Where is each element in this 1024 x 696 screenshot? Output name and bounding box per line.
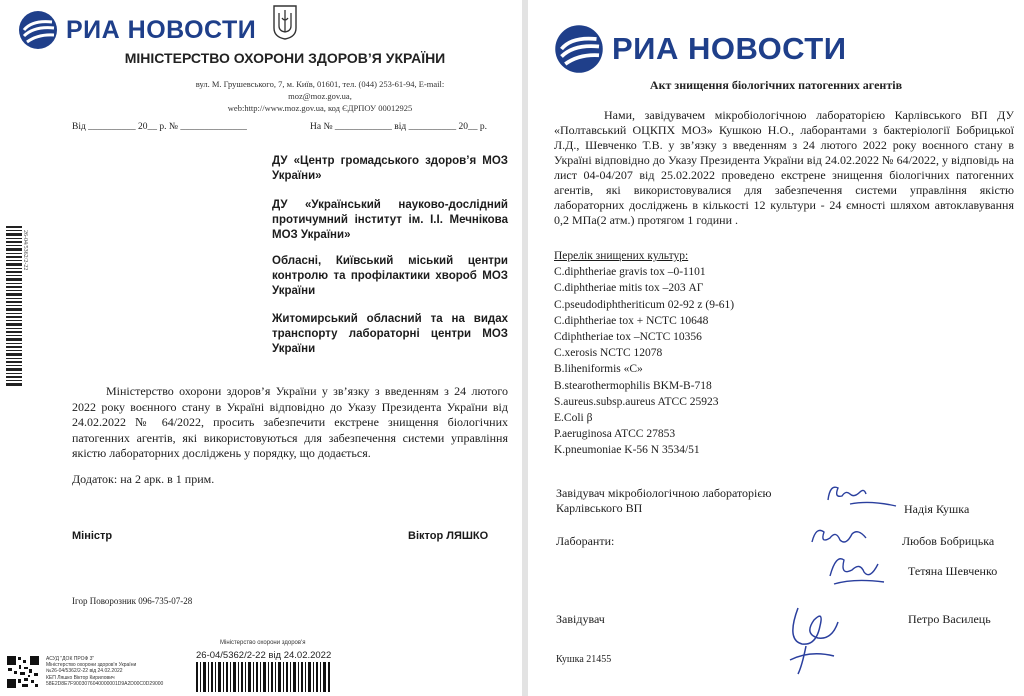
culture-item: C.diphtheriae mitis tox –203 АГ (554, 282, 704, 295)
culture-list (554, 248, 734, 459)
recipient-1: ДУ «Центр громадського здоров’я МОЗ України» (272, 155, 508, 182)
lab-name-1: Любов Бобрицька (902, 534, 995, 548)
culture-item: C.xerosis NCTC 12078 (554, 347, 663, 360)
head-signature (820, 480, 900, 516)
ria-globe-icon (554, 24, 604, 74)
stamp-line: №26-04/5362/2-22 від 24.02.2022 (46, 668, 123, 675)
attachment-note: Додаток: на 2 арк. в 1 прим. (72, 472, 215, 486)
culture-item: C.diphtheriae tox + NCTC 10648 (554, 314, 709, 327)
manager-label: Завідувач (556, 612, 605, 626)
incoming-registration: На № ____________ від __________ 20__ р. (310, 122, 487, 132)
signer-name: Віктор ЛЯШКО (408, 530, 489, 542)
ria-logo-text: РИА НОВОСТИ (612, 31, 847, 66)
culture-item: Cdiphtheriae tox –NCTC 10356 (554, 331, 702, 344)
ria-logo (554, 24, 847, 74)
head-label-line: Карлівського ВП (556, 501, 643, 515)
letter-body: Міністерство охорони здоров’я України у зв’язку з введенням з 24 лютого 2022 року воєнного стану в Україні відповідно до Указу Президента України від 24.02.2022 № 64/2022, просить забезпечити екстрене знищення біологічних патогенних агентів, які використовуються для забезпечення системи управління якістю лабораторних досліджень у порядку, що додається. (72, 384, 508, 460)
stamp-line: КЕП Ляшко Віктор Кирилович (46, 674, 115, 681)
digital-stamp-text (46, 656, 163, 687)
head-label-line: Завідувач мікробіологічною лабораторією (556, 486, 772, 500)
culture-item: P.aeruginosa ATCC 27853 (554, 428, 676, 441)
side-barcode (6, 226, 22, 386)
recipient-3: Обласні, Київський міський центри контролю та профілактики хвороб МОЗ України (272, 255, 508, 297)
act-footer-id: Кушка 21455 (556, 654, 612, 665)
ministry-title: МІНІСТЕРСТВО ОХОРОНИ ЗДОРОВ’Я УКРАЇНИ (124, 50, 446, 66)
recipient-4: Житомирський обласний та на видах транспорту лабораторні центри МОЗ України (272, 313, 508, 355)
recipient-2: ДУ «Український науково-дослідний протичумний інститут ім. І.І. Мечнікова МОЗ України» (272, 199, 508, 241)
trident-emblem-icon (272, 4, 298, 40)
culture-item: E.Coli β (554, 412, 593, 425)
culture-item: S.aureus.subsp.aureus ATCC 25923 (554, 395, 719, 408)
lab-signature-2 (824, 546, 890, 590)
manager-name: Петро Василець (908, 612, 991, 626)
outgoing-registration: Від __________ 20__ р. № ______________ (72, 122, 247, 132)
ria-logo-text: РИА НОВОСТИ (66, 15, 257, 44)
lab-label: Лаборанти: (556, 534, 615, 548)
executor-contact: Ігор Поворозник 096-735-07-28 (72, 596, 193, 606)
manager-signature (780, 600, 844, 678)
culture-item: C.pseudodiphtheriticum 02-92 z (9-61) (554, 298, 735, 311)
bottom-barcode (196, 662, 330, 692)
culture-list-heading: Перелік знищених культур: (554, 250, 689, 262)
side-barcode-number: 26-04/5362/2-22 (22, 230, 28, 271)
destruction-act-page (528, 0, 1024, 696)
ministry-address (170, 78, 470, 114)
head-label (556, 486, 772, 516)
ria-logo (18, 10, 256, 50)
qr-code (6, 655, 40, 689)
head-name: Надія Кушка (904, 502, 970, 516)
lab-name-2: Тетяна Шевченко (908, 564, 998, 578)
culture-item: B.liheniformis «C» (554, 363, 643, 376)
barcode-title: Міністерство охорони здоров'я (220, 640, 306, 646)
culture-item: K.pneumoniae K-56 N 3534/51 (554, 444, 700, 457)
address-line: web:http://www.moz.gov.ua, код ЄДРПОУ 00012925 (227, 103, 413, 113)
stamp-line: 58E2D8E7F9003076040000001D9A2D00C0D29000 (46, 680, 164, 687)
culture-item: C.diphtheriae gravis tox –0-1101 (554, 266, 706, 279)
address-line: вул. М. Грушевського, 7, м. Київ, 01601, тел. (044) 253-61-94, E-mail: moz@moz.gov.ua, (195, 79, 445, 101)
signer-title: Міністр (72, 530, 113, 542)
stamp-line: АСУД "ДОК ПРОФ 3" (46, 656, 95, 662)
stamp-line: Міністерство охорони здоров'я України (46, 662, 137, 669)
barcode-number: 26-04/5362/2-22 від 24.02.2022 (196, 650, 332, 661)
culture-item: B.stearothermophilis BKM-B-718 (554, 379, 712, 392)
act-title: Акт знищення біологічних патогенних агентів (649, 78, 903, 92)
act-paragraph: Нами, завідувачем мікробіологічною лабораторією Карлівського ВП ДУ «Полтавський ОЦКПХ МОЗ» Кушкою Н.О., лаборантами з бактеріології Бобрицької Л.Д., Шевченко Т.В. у зв’язку з введенням з 24 лютого 2022 року воєнного стану в Україні відповідно до Указу Президента України від 24.02.2022 № 64/2022, у відповідь на лист 04-04/207 від 25.02.2022 проведено екстрене знищення біологічних патогенних агентів, які використовувалися для забезпечення системи управління якістю лабораторних досліджень в кількості 12 культури - 24 ємності шляхом автоклавування 0,2 МПа(2 атм.) протягом 1 години . (554, 108, 1014, 227)
ria-globe-icon (18, 10, 58, 50)
